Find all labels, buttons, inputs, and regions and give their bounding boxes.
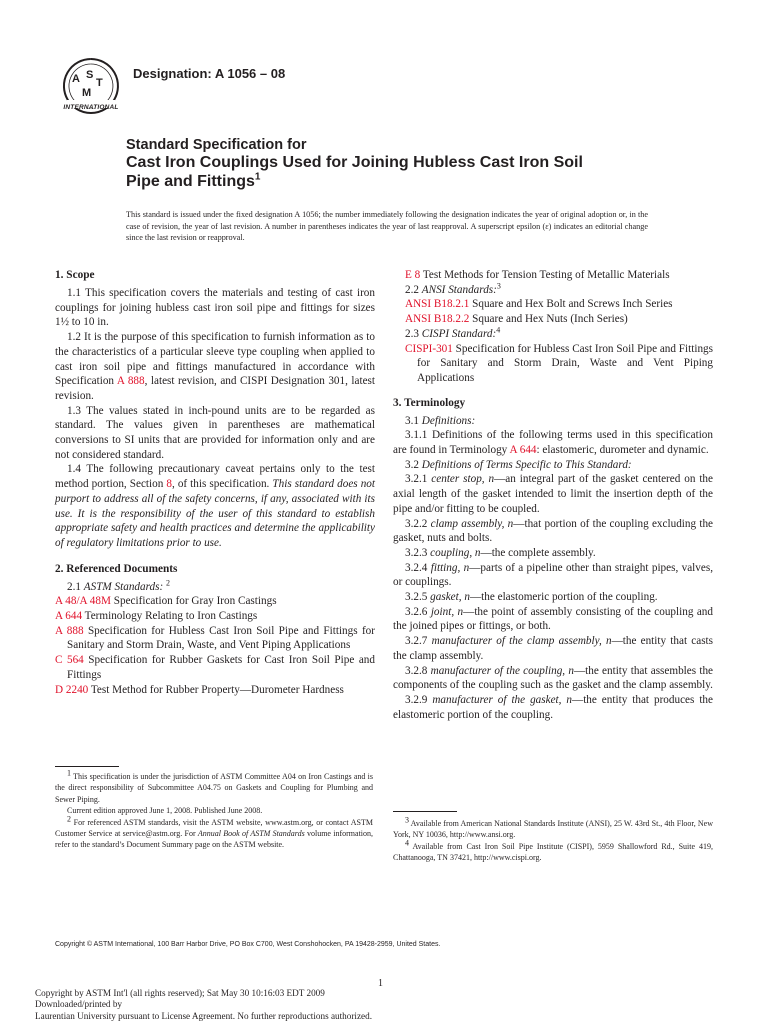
definition-item: 3.2.3 coupling, n—the complete assembly. [405, 546, 596, 559]
definition-item: 3.2.7 manufacturer of the clamp assembly, n—the entity that casts the clamp assembly. [393, 635, 714, 662]
astm-standards-label: 2.1 ASTM Standards: $^2$ [67, 577, 171, 593]
definition-item: 3.2.8 manufacturer of the coupling, n—the entity that assembles the components of the coupling such as the gasket and the clamp assembly. [393, 664, 713, 692]
ref-link[interactable]: A 888 [116, 375, 145, 388]
footnote-1-edition: Current edition approved June 1, 2008. Published June 2008. [67, 806, 263, 816]
title-line-1: Standard Specification for [126, 137, 307, 153]
reference-link[interactable]: ANSI B18.2.2 [405, 313, 470, 326]
reference-link[interactable]: A 48/A 48M [55, 595, 111, 608]
paragraph-1-2: 1.2 It is the purpose of this specification to furnish information as to the characteristics of a particular sleeve type coupling when applied to cast iron soil pipe and fittings manufactured in accordance with Specification A 888, latest revision, and CISPI Designation 301, latest revision. [55, 331, 375, 402]
footer-line-1: Copyright by ASTM Int'l (all rights reserved); Sat May 30 10:16:03 EDT 2009 [35, 988, 325, 998]
footnotes-right [393, 815, 713, 864]
document-title [126, 136, 646, 191]
reference-item: CISPI-301 Specification for Hubless Cast Iron Soil Pipe and Fittings for Sanitary and Storm Drain, Waste and Vent Piping Applications [405, 342, 713, 384]
reference-link[interactable]: A 888 [55, 624, 84, 637]
paragraph-3-1-1: 3.1.1 Definitions of the following terms used in this specification are found in Terminology A 644: elastomeric, durometer and dynamic. [393, 429, 713, 457]
footer-line-2: Downloaded/printed by [35, 999, 123, 1010]
reference-item: ANSI B18.2.1 Square and Hex Bolt and Screws Inch Series [405, 298, 673, 311]
svg-text:S: S [86, 69, 94, 81]
footnote-1: 1 This specification is under the jurisdiction of ASTM Committee A04 on Iron Castings and is the direct responsibility of Subcommittee A04.75 on Gaskets and Coupling for Plumbing and Sewer Piping. [55, 768, 373, 804]
reference-item: A 48/A 48M Specification for Gray Iron Castings [55, 595, 277, 608]
designation: Designation: A 1056 – 08 [133, 66, 286, 81]
paragraph-1-3: 1.3 The values stated in inch-pound units are to be regarded as standard. The values given in parentheses are mathematical conversions to SI units that are provided for information only and are not considered standard. [55, 404, 375, 461]
reference-item: A 644 Terminology Relating to Iron Castings [55, 610, 258, 623]
title-line-2: Cast Iron Couplings Used for Joining Hubless Cast Iron Soil [126, 154, 583, 171]
footnotes-left [55, 768, 374, 851]
footnote-4: 4 Available from Cast Iron Soil Pipe Institute (CISPI), 5959 Shallowford Rd., Suite 419, Chattanooga, TN 37421, http://www.cispi.org. [393, 838, 713, 863]
reference-link[interactable]: D 2240 [55, 683, 89, 696]
footnote-marker[interactable]: 1 [254, 171, 261, 183]
left-column [55, 268, 375, 697]
page-number: 1 [378, 978, 383, 989]
footnote-2: 2 For referenced ASTM standards, visit the ASTM website, www.astm.org, or contact ASTM Customer Service at service@astm.org. For Annual Book of ASTM Standards volume information, refer to the standard’s Document Summary page on the ASTM website. [55, 813, 374, 850]
paragraph-1-1: 1.1 This specification covers the materials and testing of cast iron couplings for joining hubless cast iron soil pipe and fittings for sizes 1½ to 10 in. [55, 287, 375, 329]
definition-item: 3.2.6 joint, n—the point of assembly consisting of the coupling and the joined pipes or fittings, or both. [393, 605, 713, 633]
definitions-label: 3.1 Definitions: [405, 414, 476, 427]
paragraph-1-4: 1.4 The following precautionary caveat pertains only to the test method portion, Section 8, of this specification. This standard does not purport to address all of the safety concerns, if any, associated with its use. It is the responsibility of the user of this standard to establish appropriate safety and health practices and determine the applicability of regulatory limitations prior to use. [55, 463, 376, 549]
reference-item: C 564 Specification for Rubber Gaskets for Cast Iron Soil Pipe and Fittings [55, 654, 375, 681]
footnote-3: 3 Available from American National Standards Institute (ANSI), 25 W. 43rd St., 4th Floor, New York, NY 10036, http://www.ansi.org. [393, 815, 713, 840]
section-link[interactable]: 8 [166, 478, 172, 491]
definition-item: 3.2.4 fitting, n—parts of a pipeline other than straight pipes, valves, or couplings. [393, 561, 713, 589]
footnote-marker[interactable]: 2 [166, 577, 171, 587]
reference-link[interactable]: A 644 [509, 444, 537, 457]
svg-text:A: A [72, 73, 80, 85]
footer-line-3: Laurentian University pursuant to License Agreement. No further reproductions authorized. [35, 1010, 373, 1021]
footnote-marker[interactable]: 3 [496, 280, 501, 290]
reference-item: D 2240 Test Method for Rubber Property—Durometer Hardness [55, 683, 344, 696]
reference-link[interactable]: C 564 [55, 654, 84, 667]
definition-item: 3.2.2 clamp assembly, n—that portion of the coupling excluding the gasket, nuts and bolts. [393, 517, 714, 545]
ansi-standards-label: 2.2 ANSI Standards:$^3$ [405, 280, 501, 296]
copyright-line: Copyright © ASTM International, 100 Barr Harbor Drive, PO Box C700, West Conshohocken, PA 19428-2959, United States. [55, 941, 441, 948]
download-footer [35, 988, 372, 1022]
logo-subtext: INTERNATIONAL [63, 104, 119, 111]
reference-link[interactable]: E 8 [405, 269, 421, 281]
reference-link[interactable]: ANSI B18.2.1 [405, 298, 470, 311]
right-column [393, 268, 713, 722]
svg-text:M: M [82, 87, 92, 99]
definition-item: 3.2.1 center stop, n—an integral part of the gasket centered on the axial length of the gasket intended to limit the insertion depth of the pipe and/or fitting to be coupled. [393, 473, 713, 515]
intro-note: This standard is issued under the fixed designation A 1056; the number immediately following the designation indicates the year of original adoption or, in the case of revision, the year of last revision. A number in parentheses indicates the year of last reapproval. A superscript epsilon (ε) indicates an editorial change since the last revision or reapproval. [126, 210, 648, 242]
definitions-specific-label: 3.2 Definitions of Terms Specific to This Standard: [405, 458, 632, 471]
section-heading-scope: 1. Scope [55, 269, 95, 281]
title-line-3: Pipe and Fittings$^1$ [126, 171, 261, 190]
definition-item: 3.2.5 gasket, n—the elastomeric portion of the coupling. [405, 591, 658, 604]
cispi-standard-label: 2.3 CISPI Standard:$^4$ [405, 325, 501, 340]
footnote-rule [55, 766, 119, 767]
reference-link[interactable]: A 644 [55, 610, 83, 623]
footnote-marker[interactable]: 4 [496, 325, 501, 335]
reference-item: E 8 Test Methods for Tension Testing of Metallic Materials [405, 269, 670, 281]
reference-item: ANSI B18.2.2 Square and Hex Nuts (Inch Series) [405, 313, 628, 326]
section-heading-referenced-documents: 2. Referenced Documents [55, 562, 178, 575]
svg-text:T: T [96, 77, 103, 89]
reference-link[interactable]: CISPI-301 [405, 342, 453, 355]
definition-item: 3.2.9 manufacturer of the gasket, n—the entity that produces the elastomeric portion of the coupling. [393, 693, 713, 721]
reference-item: A 888 Specification for Hubless Cast Iron Soil Pipe and Fittings for Sanitary and Storm Drain, Waste, and Vent Piping Applications [55, 624, 375, 652]
footnote-rule [393, 811, 457, 812]
section-heading-terminology: 3. Terminology [393, 396, 466, 409]
